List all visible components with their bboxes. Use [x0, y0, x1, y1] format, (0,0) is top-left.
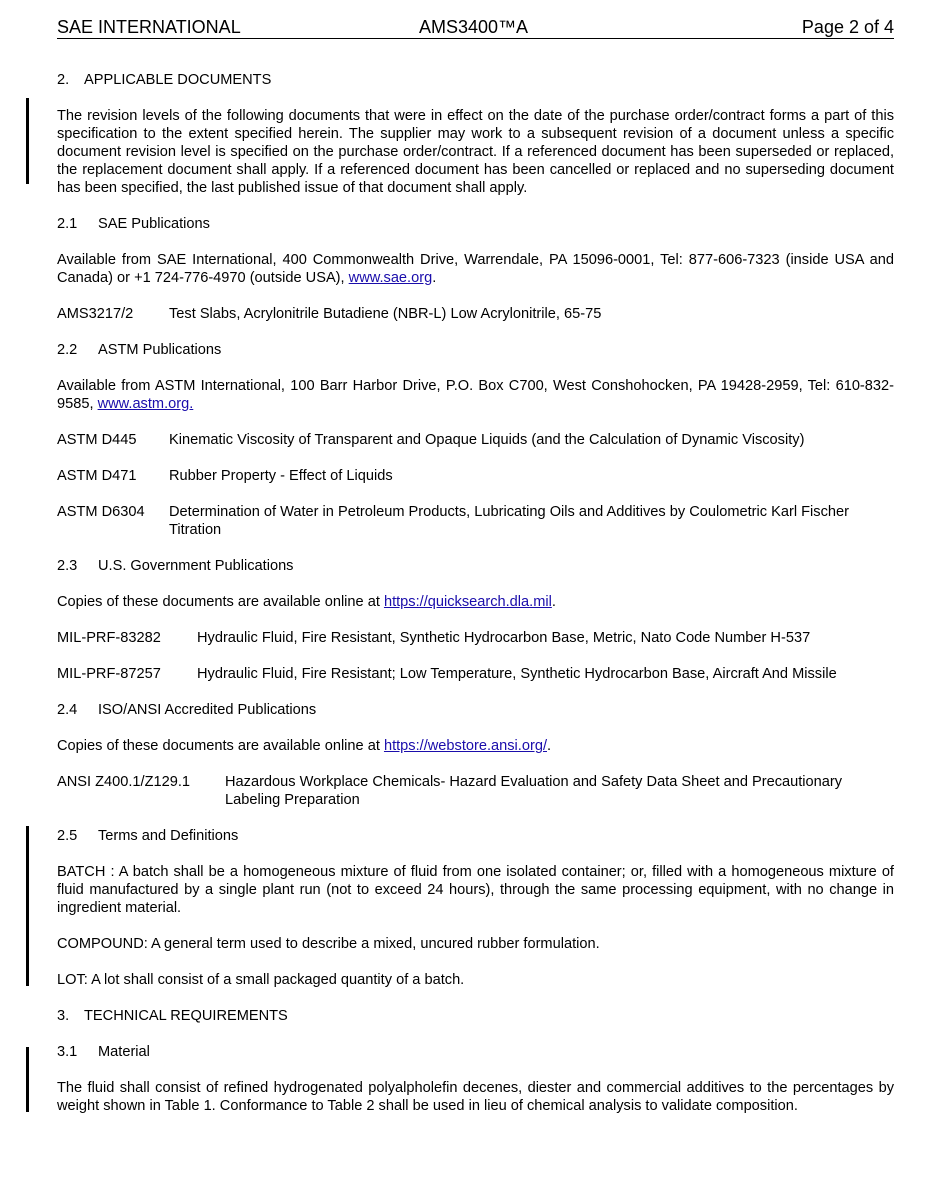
section-heading-2-5: 2.5 Terms and Definitions	[57, 828, 239, 844]
batch-definition: BATCH : A batch shall be a homogeneous mixture of fluid from one isolated container; or, filled with a homogeneous mixture of fluid manufactured by a single plant run (not to exceed 24 hours), through the same processing equipment, with no change in ingredient material.	[57, 864, 894, 916]
section-heading-3: 3. TECHNICAL REQUIREMENTS	[57, 1008, 288, 1024]
lot-definition: LOT: A lot shall consist of a small packaged quantity of a batch.	[57, 972, 465, 988]
ansi-availability-paragraph: Copies of these documents are available online at https://webstore.ansi.org/.	[57, 738, 552, 754]
ansi-link[interactable]: https://webstore.ansi.org/	[383, 738, 547, 754]
section-heading-2-3: 2.3 U.S. Government Publications	[57, 558, 294, 574]
change-bar	[26, 98, 29, 184]
astm-link[interactable]: www.astm.org.	[97, 396, 194, 412]
dla-link[interactable]: https://quicksearch.dla.mil	[383, 594, 552, 610]
reference-item: ASTM D471 Rubber Property - Effect of Liquids	[57, 468, 393, 484]
reference-item: ASTM D445 Kinematic Viscosity of Transparent and Opaque Liquids (and the Calculation of Dynamic Viscosity)	[57, 432, 805, 448]
reference-item: ANSI Z400.1/Z129.1 Hazardous Workplace Chemicals- Hazard Evaluation and Safety Data Sheet and Precautionary Labeling Preparation	[57, 774, 843, 808]
compound-definition: COMPOUND: A general term used to describe a mixed, uncured rubber formulation.	[57, 936, 600, 952]
reference-item: MIL-PRF-87257 Hydraulic Fluid, Fire Resistant; Low Temperature, Synthetic Hydrocarbon Base, Aircraft And Missile	[57, 666, 837, 682]
header-page-number: Page 2 of 4	[801, 17, 894, 37]
material-paragraph: The fluid shall consist of refined hydrogenated polyalpholefin decenes, diester and commercial additives to the percentages by weight shown in Table 1. Conformance to Table 2 shall be used in lieu of chemical analysis to validate composition.	[57, 1080, 894, 1114]
applicable-docs-paragraph: The revision levels of the following documents that were in effect on the date of the purchase order/contract forms a part of this specification to the extent specified herein. The supplier may work to a subsequent revision of a document unless a specific document revision level is specified on the purchase order/contract. If a referenced document has been superseded or replaced, the replacement document shall apply. If a referenced document has been cancelled or replaced and no superseding document has been specified, the last published issue of that document shall apply.	[57, 108, 894, 196]
header-org: SAE INTERNATIONAL	[57, 17, 241, 37]
gov-availability-paragraph: Copies of these documents are available online at https://quicksearch.dla.mil.	[57, 594, 556, 610]
section-heading-2-1: 2.1 SAE Publications	[57, 216, 210, 232]
page-header	[57, 16, 894, 39]
reference-item: MIL-PRF-83282 Hydraulic Fluid, Fire Resistant, Synthetic Hydrocarbon Base, Metric, Nato Code Number H-537	[57, 630, 811, 646]
section-heading-2-2: 2.2 ASTM Publications	[57, 342, 222, 358]
change-bar	[26, 826, 29, 986]
sae-link[interactable]: www.sae.org	[348, 270, 433, 286]
sae-availability-paragraph: Available from SAE International, 400 Commonwealth Drive, Warrendale, PA 15096-0001, Tel: 877-606-7323 (inside USA and Canada) or +1 724-776-4970 (outside USA), www.sae.org.	[57, 252, 894, 286]
astm-availability-paragraph: Available from ASTM International, 100 Barr Harbor Drive, P.O. Box C700, West Conshohocken, PA 19428-2959, Tel: 610-832-9585, www.astm.org.	[57, 378, 894, 412]
header-doc-number: AMS3400™A	[419, 17, 529, 37]
section-heading-3-1: 3.1 Material	[57, 1044, 150, 1060]
section-heading-2-4: 2.4 ISO/ANSI Accredited Publications	[57, 702, 317, 718]
reference-item: AMS3217/2 Test Slabs, Acrylonitrile Butadiene (NBR-L) Low Acrylonitrile, 65-75	[57, 306, 602, 322]
section-heading-2: 2. APPLICABLE DOCUMENTS	[57, 72, 272, 88]
document-body	[57, 71, 894, 1133]
reference-item: ASTM D6304 Determination of Water in Petroleum Products, Lubricating Oils and Additives by Coulometric Karl Fischer Titration	[57, 504, 849, 538]
change-bar	[26, 1047, 29, 1112]
